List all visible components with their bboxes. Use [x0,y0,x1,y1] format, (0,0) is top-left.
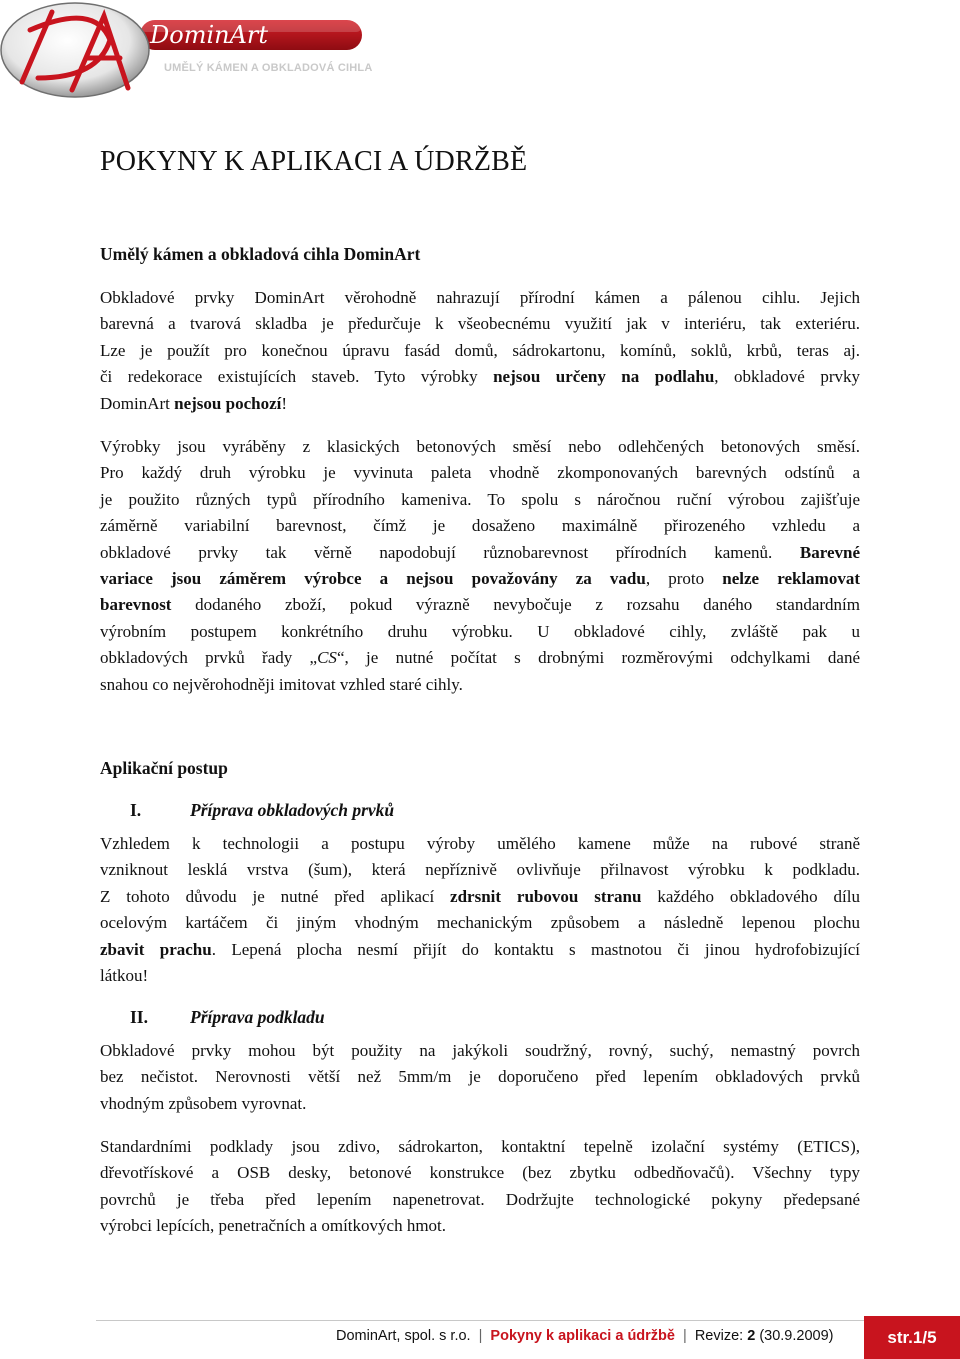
emphasis: variace jsou záměrem výrobce a nejsou považovány za vadu [100,569,646,589]
intro-paragraph [100,285,860,417]
text-line: variace jsou záměrem výrobce a nejsou považovány za vadu, proto nelze reklamovat [100,569,860,589]
footer-doc-name: Pokyny k aplikaci a údržbě [490,1328,675,1344]
emphasis: barevnost [100,595,172,615]
text-line: Standardními podklady jsou zdivo, sádrokarton, kontaktní tepelně izolační systémy (ETICS), [100,1137,860,1156]
text-line: dřevotřískové a OSB desky, betonové konstrukce (bez zbytku odbedňovačů). Všechny typy [100,1163,860,1183]
text-line: bez nečistot. Nerovnosti větší než 5mm/m je doporučeno před lepením obkladových prvků [100,1067,860,1087]
text-line: vhodným způsobem vyrovnat. [100,1093,307,1113]
text-line: obkladové prvky tak věrně napodobují různobarevnost přírodních kamenů. Barevné [100,542,860,562]
text-line: Z tohoto důvodu je nutné před aplikací zdrsnit rubovou stranu každého obkladového dílu [100,886,860,906]
footer-info [336,1328,834,1344]
step-1-paragraph [100,831,860,989]
emphasis: zbavit prachu [100,939,212,959]
emphasis: zdrsnit rubovou stranu [450,886,642,906]
text-line: Vzhledem k technologii a postupu výroby umělého kamene může na rubové straně [100,834,860,853]
footer-separator: | [683,1328,687,1344]
footer-revision-num: 2 [747,1328,756,1344]
text-line: či redekorace existujících staveb. Tyto výrobky nejsou určeny na podlahu, obkladové prvky [100,367,860,387]
substrates-paragraph [100,1134,860,1240]
text-line: Výrobky jsou vyráběny z klasických betonových směsí nebo odlehčených betonových směsí. [100,437,860,456]
page-footer [0,1302,960,1359]
footer-revision-date: (30.9.2009) [755,1328,834,1344]
text-line: výrobci lepících, penetračních a omítkových hmot. [100,1216,447,1236]
text-line: zbavit prachu. Lepená plocha nesmí přijít do kontaktu s mastnotou či jinou hydrofobizující [100,939,860,959]
footer-company: DominArt, spol. s r.o. [336,1328,471,1344]
text-line: barevná a tvarová skladba je předurčuje k všeobecnému využití jak v interiéru, tak exteriéru. [100,314,860,334]
page-title: POKYNY K APLIKACI A ÚDRŽBĚ [100,146,528,177]
footer-divider [96,1320,960,1321]
text-line: DominArt nejsou pochozí! [100,393,288,413]
text-line: obkladových prvků řady „CS“, je nutné počítat s drobnými rozměrovými odchylkami dané [100,648,860,668]
text-line: Obkladové prvky mohou být použity na jakýkoli soudržný, rovný, suchý, nemastný povrch [100,1041,860,1060]
emphasis: Barevné [799,542,860,562]
text-line: výrobním postupem konkrétního druhu výrobku. U obkladové cihly, zvláště pak u [100,621,860,641]
text-line: je použito různých typů přírodního kameniva. To spolu s náročnou ruční výrobou zajišťuje [100,489,860,509]
text-line: Obkladové prvky DominArt věrohodně nahrazují přírodní kámen a pálenou cihlu. Jejich [100,288,860,307]
dominart-logo [0,0,380,100]
intro-heading: Umělý kámen a obkladová cihla DominArt [100,244,421,264]
emphasis: nejsou určeny na podlahu [493,367,715,387]
footer-separator: | [478,1328,483,1344]
text-line: Pro každý druh výrobku je vyvinuta paleta vhodně zkomponovaných barevných odstínů a [100,463,860,483]
step-2-heading: II. Příprava podkladu [130,1007,325,1027]
application-heading: Aplikační postup [100,758,228,778]
production-paragraph [100,434,860,698]
logo-wordmark: DominArt [150,21,269,49]
footer-revision-label: Revize: [694,1328,748,1344]
logo-tagline: UMĚLÝ KÁMEN A OBKLADOVÁ CIHLA [164,62,373,74]
page-total: 5 [927,1327,937,1347]
text-line: ocelovým kartáčem či jiným vhodným mechanickým způsobem a následně lepenou plochu [100,913,860,933]
text-line: barevnost dodaného zboží, pokud výrazně nevybočuje z rozsahu daného standardním [100,595,860,615]
emphasis: nelze reklamovat [722,569,860,589]
series-name: CS [317,648,337,668]
step-2-paragraph [100,1038,860,1117]
emphasis: nejsou pochozí [174,393,282,413]
step-1-heading: I. Příprava obkladových prvků [130,800,395,820]
text-line: snahou co nejvěrohodněji imitovat vzhled staré cihly. [100,674,463,694]
page-current: 1 [912,1327,923,1347]
text-line: Lze je použít pro konečnou úpravu fasád domů, sádrokartonu, komínů, soklů, krbů, teras aj. [100,340,860,360]
text-line: záměrně variabilní barevnost, čímž je dosaženo maximálně přirozeného vzhledu a [100,516,860,536]
text-line: povrchů je třeba před lepením napenetrovat. Dodržujte technologické pokyny předepsané [100,1189,860,1209]
text-line: vzniknout lesklá vrstva (šum), která nepříznivě ovlivňuje přilnavost výrobku k podkladu. [100,860,860,880]
page-number-badge: str. 1 / 5 [864,1316,960,1359]
text-line: látkou! [100,966,149,986]
logo-graphic [0,0,380,100]
